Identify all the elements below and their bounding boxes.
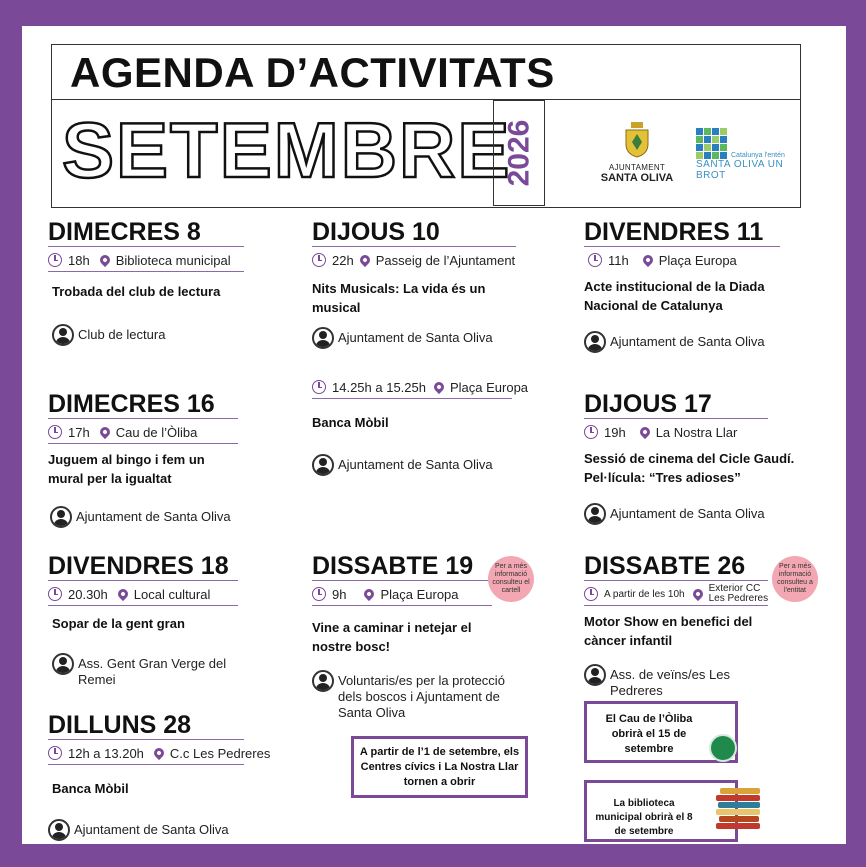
divider bbox=[584, 580, 768, 581]
ajuntament-logo bbox=[594, 122, 680, 184]
notice-cau bbox=[584, 701, 738, 763]
person-icon bbox=[52, 653, 74, 675]
event-day: DISSABTE 19 bbox=[312, 552, 474, 580]
event-time: 9h bbox=[332, 586, 347, 602]
location-pin-icon bbox=[638, 425, 652, 439]
divider bbox=[48, 605, 238, 606]
event-description: Banca Mòbil bbox=[312, 415, 389, 430]
year-box bbox=[493, 100, 545, 206]
event-divendres-11 bbox=[584, 218, 780, 353]
title-box bbox=[51, 44, 801, 100]
event-dijous-10 bbox=[312, 218, 516, 349]
location-pin-icon bbox=[362, 587, 376, 601]
event-time: 12h a 13.20h bbox=[68, 745, 144, 761]
event-day: DIJOUS 10 bbox=[312, 218, 440, 246]
clock-icon bbox=[312, 380, 326, 394]
event-time: 14.25h a 15.25h bbox=[332, 379, 426, 395]
event-organizer: Ajuntament de Santa Oliva bbox=[610, 334, 765, 349]
divider bbox=[584, 605, 768, 606]
person-icon bbox=[50, 506, 72, 528]
clock-icon bbox=[584, 425, 598, 439]
event-description: Nits Musicals: La vida és un musical bbox=[312, 281, 486, 315]
divider bbox=[48, 443, 238, 444]
event-time: A partir de les 10h bbox=[604, 588, 685, 600]
poster-title: AGENDA D’ACTIVITATS bbox=[70, 49, 555, 96]
location-pin-icon bbox=[116, 587, 130, 601]
event-description: Sopar de la gent gran bbox=[52, 616, 185, 631]
divider bbox=[312, 580, 492, 581]
location-pin-icon bbox=[358, 253, 372, 267]
person-icon bbox=[312, 327, 334, 349]
event-day: DIVENDRES 18 bbox=[48, 552, 229, 580]
event-organizer: Ajuntament de Santa Oliva bbox=[338, 457, 493, 472]
event-day: DIJOUS 17 bbox=[584, 390, 712, 418]
divider bbox=[48, 739, 244, 740]
event-description: Trobada del club de lectura bbox=[52, 284, 221, 299]
divider bbox=[48, 580, 238, 581]
event-dimecres-16 bbox=[48, 390, 238, 528]
event-organizer: Ajuntament de Santa Oliva bbox=[76, 509, 231, 524]
event-day: DIVENDRES 11 bbox=[584, 218, 764, 246]
event-place: La Nostra Llar bbox=[655, 424, 738, 440]
person-icon bbox=[584, 331, 606, 353]
info-badge-26: Per a més informació consulteu a l'entitat bbox=[772, 556, 818, 602]
event-divendres-18 bbox=[48, 552, 238, 688]
event-dissabte-26 bbox=[584, 552, 784, 699]
notice-biblio-text: La biblioteca municipal obrirà el 8 de setembre bbox=[595, 798, 693, 837]
logo-catalunya-small: Catalunya l'entén bbox=[731, 152, 785, 159]
event-place: Exterior CC Les Pedreres bbox=[708, 583, 769, 604]
event-dilluns-28 bbox=[48, 711, 271, 841]
event-organizer: Ass. Gent Gran Verge del Remei bbox=[78, 656, 227, 687]
event-place: Plaça Europa bbox=[380, 586, 459, 602]
month-box bbox=[51, 100, 801, 208]
event-place: Plaça Europa bbox=[658, 252, 737, 268]
event-time: 19h bbox=[604, 424, 626, 440]
logo-catalunya-big: SANTA OLIVA UN BROT bbox=[696, 159, 784, 181]
event-time: 11h bbox=[608, 252, 629, 268]
event-description: Vine a caminar i netejar el nostre bosc! bbox=[312, 620, 472, 654]
notice-biblio bbox=[584, 780, 738, 842]
event-place: C.c Les Pedreres bbox=[169, 745, 271, 761]
event-place: Plaça Europa bbox=[449, 379, 529, 395]
month-title: SETEMBRE bbox=[62, 106, 512, 194]
location-pin-icon bbox=[98, 425, 112, 439]
event-time: 22h bbox=[332, 252, 354, 268]
person-icon bbox=[52, 324, 74, 346]
divider bbox=[312, 246, 516, 247]
clock-icon bbox=[312, 253, 326, 267]
event-time: 17h bbox=[68, 424, 90, 440]
clock-icon bbox=[48, 746, 62, 760]
event-organizer: Ass. de veïns/es Les Pedreres bbox=[610, 667, 730, 698]
event-description: Sessió de cinema del Cicle Gaudí. Pel·lícula: “Tres adioses” bbox=[584, 451, 795, 485]
event-description: Motor Show en benefici del càncer infantil bbox=[584, 614, 753, 648]
event-day: DIMECRES 8 bbox=[48, 218, 201, 246]
divider bbox=[48, 418, 238, 419]
owl-logo-icon bbox=[709, 734, 737, 762]
location-pin-icon bbox=[691, 587, 705, 601]
event-day: DIMECRES 16 bbox=[48, 390, 215, 418]
clock-icon bbox=[312, 587, 326, 601]
event-dimecres-8 bbox=[48, 218, 244, 346]
event-description: Juguem al bingo i fem un mural per la igualtat bbox=[48, 452, 205, 486]
location-pin-icon bbox=[152, 746, 166, 760]
logo-ajuntament-big: SANTA OLIVA bbox=[600, 172, 674, 184]
divider bbox=[584, 246, 780, 247]
person-icon bbox=[584, 503, 606, 525]
event-time: 20.30h bbox=[68, 586, 108, 602]
notice-cau-text: El Cau de l’Òliba obrirà el 15 de setembre bbox=[605, 713, 693, 755]
shield-icon bbox=[624, 122, 650, 158]
santa-oliva-brot-logo bbox=[696, 128, 800, 181]
location-pin-icon bbox=[641, 253, 655, 267]
event-organizer: Club de lectura bbox=[78, 327, 166, 342]
event-place: Local cultural bbox=[133, 586, 211, 602]
person-icon bbox=[312, 454, 334, 476]
clock-icon bbox=[48, 425, 62, 439]
event-dijous-17 bbox=[584, 390, 795, 525]
divider bbox=[48, 271, 244, 272]
year-label: 2026 bbox=[502, 119, 535, 187]
divider bbox=[584, 418, 768, 419]
clock-icon bbox=[48, 253, 62, 267]
logo-ajuntament-small: AJUNTAMENT bbox=[608, 163, 666, 172]
event-description: Banca Mòbil bbox=[52, 781, 129, 796]
location-pin-icon bbox=[98, 253, 112, 267]
event-place: Biblioteca municipal bbox=[115, 252, 231, 268]
info-badge-19: Per a més informació consulteu el cartell bbox=[488, 556, 534, 602]
event-organizer: Voluntaris/es per la protecció dels boscos i Ajuntament de Santa Oliva bbox=[338, 673, 505, 720]
person-icon bbox=[312, 670, 334, 692]
person-icon bbox=[48, 819, 70, 841]
clock-icon bbox=[588, 253, 602, 267]
divider bbox=[48, 764, 244, 765]
event-place: Cau de l’Òliba bbox=[115, 424, 198, 440]
event-place: Passeig de l’Ajuntament bbox=[375, 252, 516, 268]
person-icon bbox=[584, 664, 606, 686]
divider bbox=[312, 605, 492, 606]
event-organizer: Ajuntament de Santa Oliva bbox=[74, 822, 229, 837]
event-description: Acte institucional de la Diada Nacional de Catalunya bbox=[584, 279, 765, 313]
event-time: 18h bbox=[68, 252, 90, 268]
notice-centres: A partir de l’1 de setembre, els Centres cívics i La Nostra Llar tornen a obrir bbox=[351, 736, 528, 798]
poster bbox=[22, 26, 846, 844]
event-organizer: Ajuntament de Santa Oliva bbox=[338, 330, 493, 345]
event-day: DILLUNS 28 bbox=[48, 711, 192, 739]
mosaic-icon bbox=[696, 128, 727, 159]
clock-icon bbox=[48, 587, 62, 601]
divider bbox=[312, 398, 512, 399]
clock-icon bbox=[584, 587, 598, 601]
event-banca-mobil-10 bbox=[312, 374, 529, 476]
event-organizer: Ajuntament de Santa Oliva bbox=[610, 506, 765, 521]
divider bbox=[48, 246, 244, 247]
books-icon bbox=[716, 788, 762, 830]
event-day: DISSABTE 26 bbox=[584, 552, 746, 580]
location-pin-icon bbox=[432, 380, 446, 394]
